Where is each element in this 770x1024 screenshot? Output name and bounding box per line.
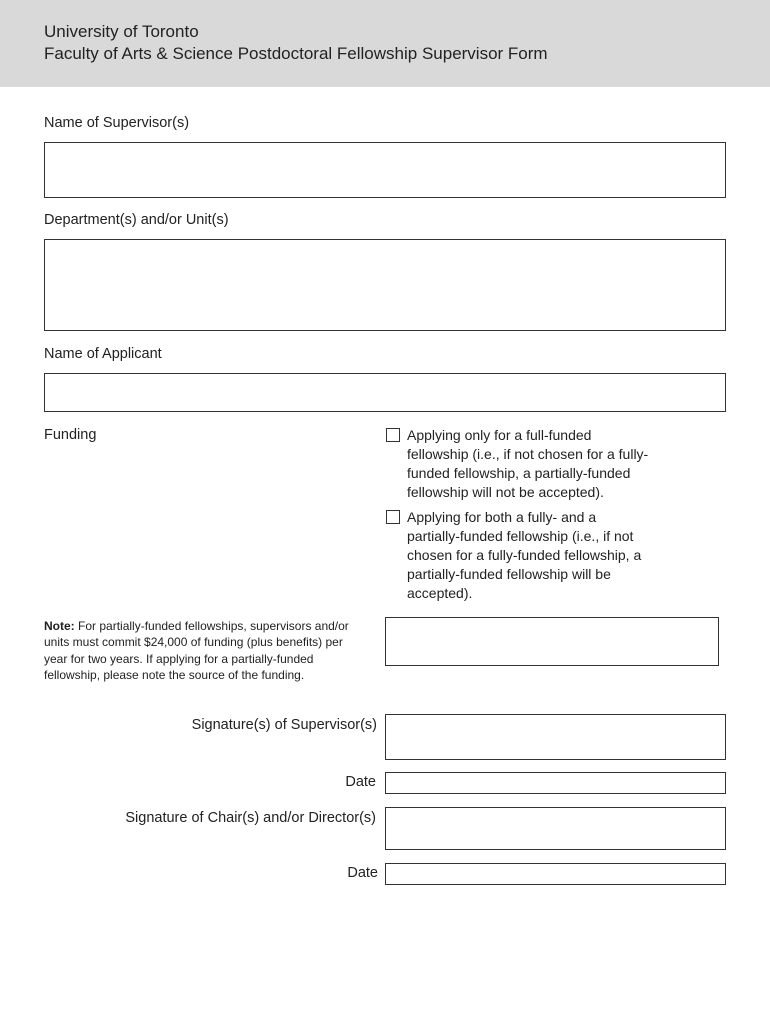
institution-name: University of Toronto	[44, 22, 199, 41]
chair-signature-field[interactable]	[385, 807, 726, 850]
option-line: fellowship will not be accepted).	[407, 484, 604, 500]
applicant-name-field[interactable]	[44, 373, 726, 412]
both-funded-option-text	[407, 508, 641, 603]
date-label-1: Date	[345, 774, 376, 790]
both-funded-checkbox[interactable]	[386, 510, 400, 524]
option-line: Applying only for a full-funded	[407, 427, 592, 443]
option-line: chosen for a fully-funded fellowship, a	[407, 547, 642, 563]
note-prefix: Note:	[44, 619, 75, 633]
full-funded-checkbox[interactable]	[386, 428, 400, 442]
note-text: For partially-funded fellowships, supervisors and/or units must commit $24,000 of funding (plus benefits) per year for two years. If applying for a partially-funded fellowship, please note the source of the funding.	[44, 619, 349, 682]
applicant-name-label: Name of Applicant	[44, 346, 162, 362]
date-label-2: Date	[347, 865, 378, 881]
department-label: Department(s) and/or Unit(s)	[44, 212, 229, 228]
funding-note	[44, 618, 362, 683]
form-header	[0, 0, 770, 87]
option-line: partially-funded fellowship will be	[407, 566, 611, 582]
option-line: Applying for both a fully- and a	[407, 509, 597, 525]
funding-label: Funding	[44, 427, 97, 443]
date-field-1[interactable]	[385, 772, 726, 794]
funding-source-field[interactable]	[385, 617, 719, 666]
option-line: fellowship (i.e., if not chosen for a fully-	[407, 446, 649, 462]
supervisor-signature-label: Signature(s) of Supervisor(s)	[191, 717, 377, 733]
option-line: funded fellowship, a partially-funded	[407, 465, 631, 481]
option-line: partially-funded fellowship (i.e., if not	[407, 528, 634, 544]
supervisor-name-label: Name of Supervisor(s)	[44, 115, 190, 131]
supervisor-name-field[interactable]	[44, 142, 726, 198]
department-field[interactable]	[44, 239, 726, 331]
date-field-2[interactable]	[385, 863, 726, 885]
chair-signature-label: Signature of Chair(s) and/or Director(s)	[125, 810, 376, 826]
option-line: accepted).	[407, 585, 473, 601]
form-title: Faculty of Arts & Science Postdoctoral Fellowship Supervisor Form	[44, 44, 548, 63]
full-funded-option-text	[407, 426, 648, 502]
supervisor-signature-field[interactable]	[385, 714, 726, 760]
